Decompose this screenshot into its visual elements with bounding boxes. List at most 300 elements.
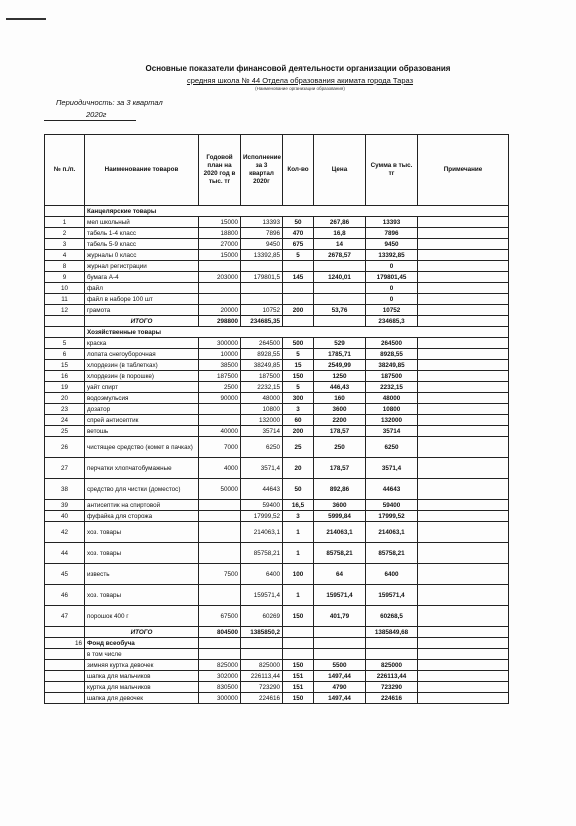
cell-num: 15 [45, 360, 85, 371]
header-exec: Исполнение за 3 квартал 2020г [241, 135, 283, 206]
cell-name: фуфайка для сторожа [85, 511, 199, 522]
period-year: 2020г [86, 110, 107, 119]
table-row [45, 371, 509, 382]
cell-plan [199, 500, 241, 511]
cell-num: 39 [45, 500, 85, 511]
table-row [45, 426, 509, 437]
cell-name: файл [85, 283, 199, 294]
cell-name: шапка для девочек [85, 693, 199, 704]
cell-note [418, 500, 509, 511]
cell-price: 1250 [314, 371, 366, 382]
cell-plan: 300000 [199, 693, 241, 704]
cell-num [45, 316, 85, 327]
cell-plan: 298800 [199, 316, 241, 327]
cell-exec: 234685,35 [241, 316, 283, 327]
cell-name: чистящее средство (комет в пачках) [85, 437, 199, 458]
cell-qty [283, 649, 314, 660]
table-row [45, 671, 509, 682]
cell-note [418, 360, 509, 371]
cell-sum: 17999,52 [366, 511, 418, 522]
cell-price: 250 [314, 437, 366, 458]
cell-plan [199, 294, 241, 305]
cell-num [45, 682, 85, 693]
table-row [45, 228, 509, 239]
cell-exec: 85758,21 [241, 543, 283, 564]
header-plan: Годовой план на 2020 год в тыс. тг [199, 135, 241, 206]
cell-num: 45 [45, 564, 85, 585]
cell-sum: 234685,3 [366, 316, 418, 327]
cell-plan: 15000 [199, 217, 241, 228]
table-row [45, 360, 509, 371]
cell-qty: 15 [283, 360, 314, 371]
table-row [45, 638, 509, 649]
cell-qty: 500 [283, 338, 314, 349]
cell-qty: 20 [283, 458, 314, 479]
cell-exec [241, 638, 283, 649]
cell-price: 1497,44 [314, 671, 366, 682]
cell-price: 159571,4 [314, 585, 366, 606]
cell-num: 5 [45, 338, 85, 349]
cell-qty: 3 [283, 404, 314, 415]
cell-price: 160 [314, 393, 366, 404]
cell-qty: 150 [283, 371, 314, 382]
cell-plan: 40000 [199, 426, 241, 437]
cell-exec: 10752 [241, 305, 283, 316]
cell-qty: 16,5 [283, 500, 314, 511]
cell-num: 40 [45, 511, 85, 522]
cell-note [418, 217, 509, 228]
cell-note [418, 638, 509, 649]
table-row [45, 522, 509, 543]
cell-plan [199, 404, 241, 415]
cell-note [418, 585, 509, 606]
table-row [45, 479, 509, 500]
cell-price [314, 649, 366, 660]
cell-sum [366, 649, 418, 660]
cell-plan: 830500 [199, 682, 241, 693]
cell-note [418, 371, 509, 382]
cell-num: 6 [45, 349, 85, 360]
cell-num: 8 [45, 261, 85, 272]
cell-qty: 25 [283, 437, 314, 458]
cell-price: 1240,01 [314, 272, 366, 283]
cell-sum: 60268,5 [366, 606, 418, 627]
cell-plan: 20000 [199, 305, 241, 316]
cell-name: табель 1-4 класс [85, 228, 199, 239]
cell-price: 3600 [314, 404, 366, 415]
cell-qty: 5 [283, 349, 314, 360]
cell-exec: 214063,1 [241, 522, 283, 543]
cell-qty: 1 [283, 522, 314, 543]
cell-name: краска [85, 338, 199, 349]
cell-plan: 187500 [199, 371, 241, 382]
cell-price: 1497,44 [314, 693, 366, 704]
cell-price: 892,86 [314, 479, 366, 500]
cell-qty: 675 [283, 239, 314, 250]
cell-qty: 200 [283, 305, 314, 316]
table-row [45, 338, 509, 349]
cell-num: 11 [45, 294, 85, 305]
cell-qty: 150 [283, 660, 314, 671]
cell-sum: 1385849,68 [366, 627, 418, 638]
cell-plan [199, 511, 241, 522]
section-title: Канцелярские товары [85, 206, 509, 217]
cell-num: 23 [45, 404, 85, 415]
cell-note [418, 272, 509, 283]
table-row [45, 349, 509, 360]
cell-plan [199, 415, 241, 426]
cell-plan [199, 283, 241, 294]
cell-exec: 6250 [241, 437, 283, 458]
cell-note [418, 261, 509, 272]
cell-qty: 1 [283, 585, 314, 606]
cell-qty: 1 [283, 543, 314, 564]
section-title: Хозяйственные товары [85, 327, 509, 338]
cell-num: 12 [45, 305, 85, 316]
scan-mark [6, 18, 46, 20]
cell-price: 5999,84 [314, 511, 366, 522]
cell-exec: 60269 [241, 606, 283, 627]
cell-name: Фонд всеобуча [85, 638, 199, 649]
cell-sum: 179801,45 [366, 272, 418, 283]
cell-name: бумага А-4 [85, 272, 199, 283]
cell-qty [283, 261, 314, 272]
table-row [45, 649, 509, 660]
cell-name: антисептик на спиртовой [85, 500, 199, 511]
cell-sum: 3571,4 [366, 458, 418, 479]
cell-plan [199, 649, 241, 660]
cell-exec: 224616 [241, 693, 283, 704]
cell-sum: 264500 [366, 338, 418, 349]
cell-plan: 67500 [199, 606, 241, 627]
cell-num: 20 [45, 393, 85, 404]
cell-exec: 132000 [241, 415, 283, 426]
cell-plan: 10000 [199, 349, 241, 360]
cell-exec: 825000 [241, 660, 283, 671]
cell-note [418, 305, 509, 316]
cell-note [418, 250, 509, 261]
cell-name: хлордезин (в порошке) [85, 371, 199, 382]
table-row [45, 415, 509, 426]
cell-exec: 2232,15 [241, 382, 283, 393]
cell-num: 44 [45, 543, 85, 564]
cell-name: ИТОГО [85, 316, 199, 327]
cell-note [418, 437, 509, 458]
cell-note [418, 415, 509, 426]
table-row [45, 305, 509, 316]
header-qty: Кол-во [283, 135, 314, 206]
cell-note [418, 511, 509, 522]
cell-exec: 159571,4 [241, 585, 283, 606]
cell-name: хлордезин (в таблетках) [85, 360, 199, 371]
cell-note [418, 338, 509, 349]
cell-sum: 132000 [366, 415, 418, 426]
cell-qty: 200 [283, 426, 314, 437]
school-name: средняя школа № 44 Отдела образования акимата города Тараз [186, 76, 414, 85]
cell-plan: 7500 [199, 564, 241, 585]
section-row [45, 206, 509, 217]
cell-price: 64 [314, 564, 366, 585]
cell-price: 3600 [314, 500, 366, 511]
cell-price: 16,8 [314, 228, 366, 239]
cell-price: 2549,99 [314, 360, 366, 371]
cell-num [45, 693, 85, 704]
cell-price [314, 261, 366, 272]
cell-note [418, 522, 509, 543]
cell-exec: 13392,85 [241, 250, 283, 261]
cell-num [45, 660, 85, 671]
cell-name: грамота [85, 305, 199, 316]
table-row [45, 585, 509, 606]
cell-price: 2678,57 [314, 250, 366, 261]
cell-price: 1785,71 [314, 349, 366, 360]
cell-exec: 17999,52 [241, 511, 283, 522]
header-num: № п./п. [45, 135, 85, 206]
cell-exec: 44643 [241, 479, 283, 500]
cell-name: мел школьный [85, 217, 199, 228]
cell-note [418, 693, 509, 704]
cell-num: 25 [45, 426, 85, 437]
cell-sum: 0 [366, 283, 418, 294]
cell-price: 401,79 [314, 606, 366, 627]
cell-plan: 4000 [199, 458, 241, 479]
cell-sum: 159571,4 [366, 585, 418, 606]
cell-num: 2 [45, 228, 85, 239]
cell-exec: 179801,5 [241, 272, 283, 283]
cell-plan: 50000 [199, 479, 241, 500]
cell-qty: 151 [283, 682, 314, 693]
cell-note [418, 458, 509, 479]
table-row [45, 283, 509, 294]
cell-qty: 50 [283, 479, 314, 500]
cell-name: ветошь [85, 426, 199, 437]
cell-note [418, 404, 509, 415]
cell-plan [199, 638, 241, 649]
cell-qty: 150 [283, 606, 314, 627]
cell-exec: 13393 [241, 217, 283, 228]
cell-exec: 6400 [241, 564, 283, 585]
cell-qty: 300 [283, 393, 314, 404]
table-row [45, 217, 509, 228]
section-row [45, 327, 509, 338]
cell-sum: 10752 [366, 305, 418, 316]
cell-exec: 187500 [241, 371, 283, 382]
cell-num [45, 671, 85, 682]
cell-num: 46 [45, 585, 85, 606]
cell-qty [283, 283, 314, 294]
cell-price: 529 [314, 338, 366, 349]
cell-name: известь [85, 564, 199, 585]
cell-sum: 723290 [366, 682, 418, 693]
cell-note [418, 349, 509, 360]
cell-exec [241, 261, 283, 272]
cell-name: файл в наборе 100 шт [85, 294, 199, 305]
total-row [45, 316, 509, 327]
cell-qty: 145 [283, 272, 314, 283]
cell-name: хоз. товары [85, 585, 199, 606]
cell-sum: 44643 [366, 479, 418, 500]
table-row [45, 511, 509, 522]
cell-qty: 60 [283, 415, 314, 426]
cell-sum: 13392,85 [366, 250, 418, 261]
cell-exec: 9450 [241, 239, 283, 250]
total-row [45, 627, 509, 638]
table-row [45, 404, 509, 415]
cell-exec: 38249,85 [241, 360, 283, 371]
cell-exec: 1385850,2 [241, 627, 283, 638]
cell-price [314, 283, 366, 294]
cell-price: 214063,1 [314, 522, 366, 543]
cell-note [418, 682, 509, 693]
cell-num [45, 649, 85, 660]
header-name: Наименование товаров [85, 135, 199, 206]
cell-sum: 6250 [366, 437, 418, 458]
cell-name: табель 5-9 класс [85, 239, 199, 250]
table-row [45, 382, 509, 393]
cell-qty: 150 [283, 693, 314, 704]
cell-sum: 48000 [366, 393, 418, 404]
cell-plan: 203000 [199, 272, 241, 283]
cell-num: 16 [45, 371, 85, 382]
cell-name: шапка для мальчиков [85, 671, 199, 682]
cell-name: куртка для мальчиков [85, 682, 199, 693]
cell-name: средство для чистки (доместос) [85, 479, 199, 500]
cell-qty [283, 638, 314, 649]
cell-price: 446,43 [314, 382, 366, 393]
cell-plan: 90000 [199, 393, 241, 404]
cell-plan [199, 261, 241, 272]
table-row [45, 693, 509, 704]
cell-note [418, 479, 509, 500]
cell-price: 53,76 [314, 305, 366, 316]
cell-plan: 300000 [199, 338, 241, 349]
cell-sum: 2232,15 [366, 382, 418, 393]
cell-plan: 18800 [199, 228, 241, 239]
table-row [45, 564, 509, 585]
cell-price: 178,57 [314, 426, 366, 437]
cell-name: хоз. товары [85, 522, 199, 543]
cell-note [418, 382, 509, 393]
cell-price: 4790 [314, 682, 366, 693]
cell-exec [241, 649, 283, 660]
cell-sum: 35714 [366, 426, 418, 437]
cell-name: уайт спирт [85, 382, 199, 393]
cell-exec: 226113,44 [241, 671, 283, 682]
cell-qty: 470 [283, 228, 314, 239]
cell-plan: 27000 [199, 239, 241, 250]
table-body [45, 206, 509, 704]
financial-table [44, 134, 509, 704]
cell-name: спрей антисептик [85, 415, 199, 426]
cell-exec: 7896 [241, 228, 283, 239]
cell-sum: 8928,55 [366, 349, 418, 360]
cell-price: 85758,21 [314, 543, 366, 564]
table-row [45, 393, 509, 404]
cell-sum: 0 [366, 261, 418, 272]
cell-exec: 10800 [241, 404, 283, 415]
cell-sum: 825000 [366, 660, 418, 671]
cell-num: 16 [45, 638, 85, 649]
cell-sum: 187500 [366, 371, 418, 382]
cell-name: хоз. товары [85, 543, 199, 564]
cell-name: журналы 0 класс [85, 250, 199, 261]
cell-note [418, 228, 509, 239]
table-row [45, 239, 509, 250]
cell-num: 10 [45, 283, 85, 294]
cell-sum: 7896 [366, 228, 418, 239]
cell-num: 26 [45, 437, 85, 458]
cell-exec: 48000 [241, 393, 283, 404]
cell-qty: 50 [283, 217, 314, 228]
cell-sum: 9450 [366, 239, 418, 250]
table-header-row [45, 135, 509, 206]
cell-name: журнал регистрации [85, 261, 199, 272]
cell-name: дозатор [85, 404, 199, 415]
table-row [45, 437, 509, 458]
cell-note [418, 543, 509, 564]
cell-sum: 224616 [366, 693, 418, 704]
cell-note [418, 239, 509, 250]
cell-sum: 59400 [366, 500, 418, 511]
cell-name: ИТОГО [85, 627, 199, 638]
table-row [45, 250, 509, 261]
cell-num: 1 [45, 217, 85, 228]
cell-sum [366, 638, 418, 649]
cell-note [418, 283, 509, 294]
cell-qty: 151 [283, 671, 314, 682]
cell-name: водоэмульсия [85, 393, 199, 404]
cell-qty [283, 316, 314, 327]
cell-qty [283, 627, 314, 638]
cell-sum: 6400 [366, 564, 418, 585]
header-note: Примечание [418, 135, 509, 206]
cell-plan: 15000 [199, 250, 241, 261]
period-underline [44, 120, 136, 121]
table-row [45, 500, 509, 511]
cell-qty: 5 [283, 250, 314, 261]
table-row [45, 606, 509, 627]
cell-exec: 59400 [241, 500, 283, 511]
cell-exec: 35714 [241, 426, 283, 437]
cell-exec: 3571,4 [241, 458, 283, 479]
cell-plan: 302000 [199, 671, 241, 682]
cell-sum: 38249,85 [366, 360, 418, 371]
table-row [45, 682, 509, 693]
document-title: Основные показатели финансовой деятельности организации образования [145, 64, 451, 73]
cell-plan [199, 522, 241, 543]
cell-name: перчатки хлопчатобумажные [85, 458, 199, 479]
cell-sum: 226113,44 [366, 671, 418, 682]
cell-num: 27 [45, 458, 85, 479]
cell-exec: 8928,55 [241, 349, 283, 360]
cell-plan [199, 585, 241, 606]
cell-num: 47 [45, 606, 85, 627]
cell-plan [199, 543, 241, 564]
table-row [45, 660, 509, 671]
period-label: Периодичность: за 3 квартал [56, 98, 163, 107]
section-spacer [45, 327, 85, 338]
cell-sum: 0 [366, 294, 418, 305]
cell-note [418, 294, 509, 305]
cell-sum: 13393 [366, 217, 418, 228]
cell-price [314, 627, 366, 638]
table-row [45, 543, 509, 564]
cell-plan: 7000 [199, 437, 241, 458]
cell-note [418, 649, 509, 660]
cell-name: в том числе [85, 649, 199, 660]
cell-qty: 100 [283, 564, 314, 585]
cell-num: 38 [45, 479, 85, 500]
